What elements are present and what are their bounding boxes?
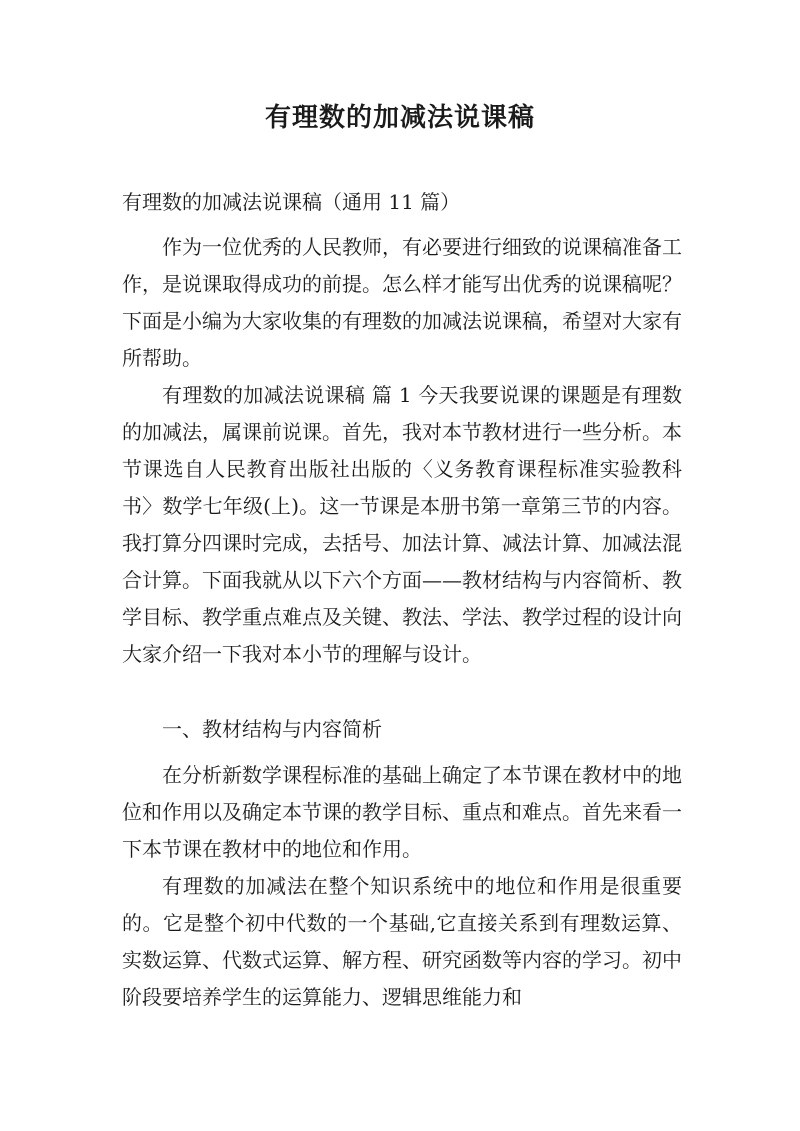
section-heading: 一、教材结构与内容简析 xyxy=(162,717,382,741)
paragraph-analysis: 在分析新数学课程标准的基础上确定了本节课在教材中的地位和作用以及确定本节课的教学目标、重点和难点。首先来看一下本节课在教材中的地位和作用。 xyxy=(122,763,682,861)
paragraph-article-1: 有理数的加减法说课稿 篇 1 今天我要说课的课题是有理数的加减法，属课前说课。首先，我对本节教材进行一些分析。本节课选自人民教育出版社出版的〈义务教育课程标准实验教科书〉数学七年级(上)。这一节课是本册书第一章第三节的内容。我打算分四课时完成，去括号、加法计算、减法计算、加减法混合计算。下面我就从以下六个方面——教材结构与内容简析、教学目标、教学重点难点及关键、教法、学法、教学过程的设计向大家介绍一下我对本小节的理解与设计。 xyxy=(122,383,682,666)
document-subtitle: 有理数的加减法说课稿（通用 11 篇） xyxy=(122,190,461,214)
document-title: 有理数的加减法说课稿 xyxy=(264,103,535,133)
paragraph-importance: 有理数的加减法在整个知识系统中的地位和作用是很重要的。它是整个初中代数的一个基础,它直接关系到有理数运算、实数运算、代数式运算、解方程、研究函数等内容的学习。初中阶段要培养学生的运算能力、逻辑思维能力和 xyxy=(122,874,682,1009)
paragraph-intro: 作为一位优秀的人民教师，有必要进行细致的说课稿准备工作，是说课取得成功的前提。怎么样才能写出优秀的说课稿呢？下面是小编为大家收集的有理数的加减法说课稿，希望对大家有所帮助。 xyxy=(122,235,682,370)
